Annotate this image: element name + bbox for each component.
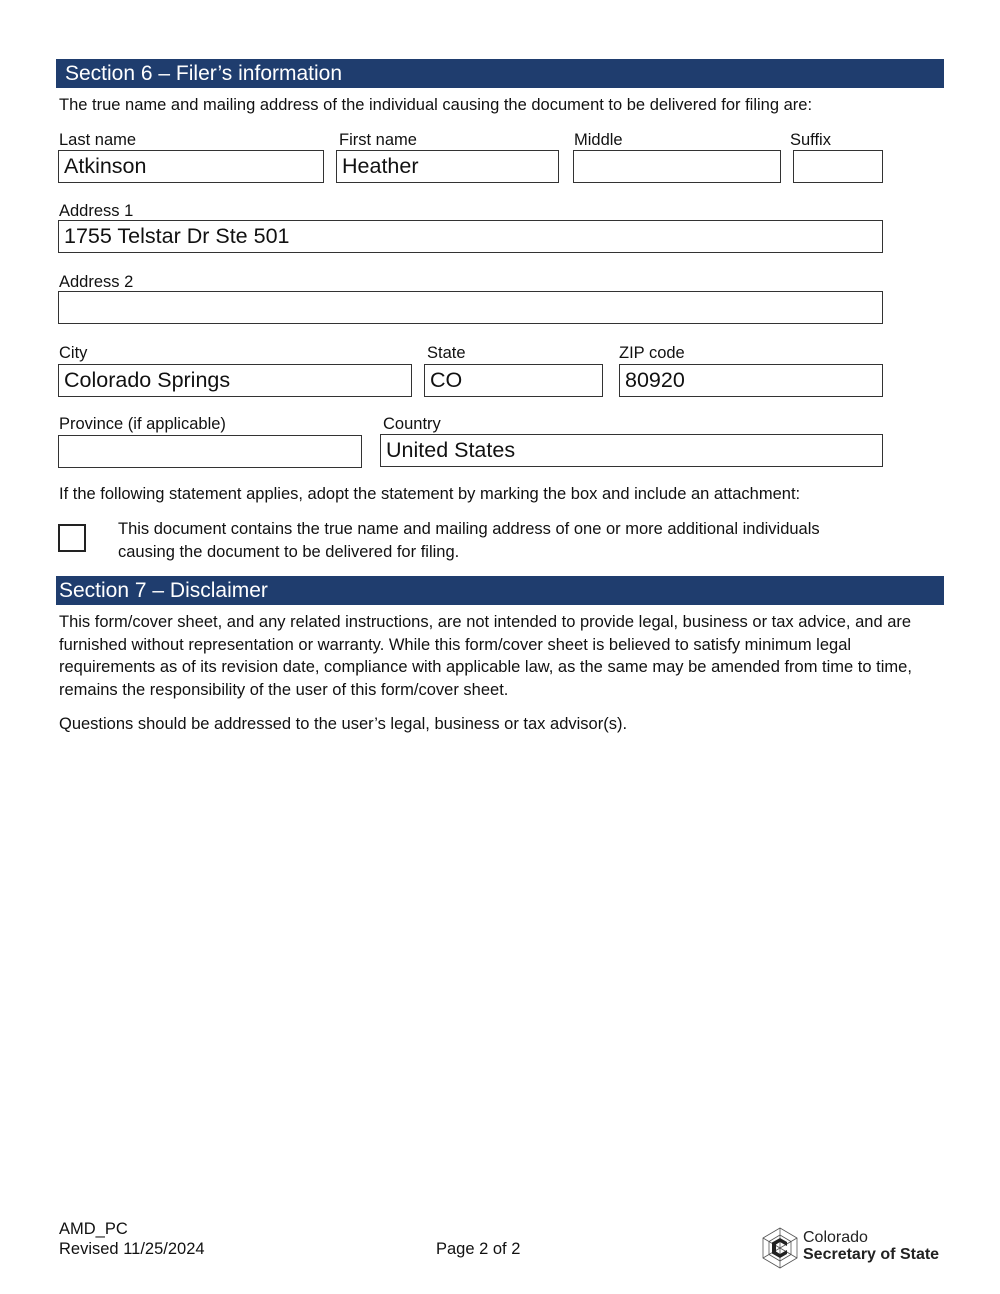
- first-name-field[interactable]: Heather: [336, 150, 559, 183]
- statement-line-1: This document contains the true name and mailing address of one or more additional individuals: [118, 520, 820, 538]
- province-field[interactable]: [58, 435, 362, 468]
- last-name-label: Last name: [59, 131, 137, 149]
- revised-date: Revised 11/25/2024: [59, 1240, 205, 1258]
- page-number: Page 2 of 2: [436, 1240, 521, 1258]
- address1-label: Address 1: [59, 202, 134, 220]
- logo-text-colorado: Colorado: [803, 1229, 868, 1246]
- address2-label: Address 2: [59, 273, 134, 291]
- zip-label: ZIP code: [619, 344, 685, 362]
- country-field[interactable]: United States: [380, 434, 883, 467]
- state-field[interactable]: CO: [424, 364, 603, 397]
- suffix-field[interactable]: [793, 150, 883, 183]
- section-6-header: Section 6 – Filer’s information: [56, 59, 944, 88]
- logo-text-secretary-of-state: Secretary of State: [803, 1246, 940, 1263]
- questions-paragraph: Questions should be addressed to the user’s legal, business or tax advisor(s).: [59, 715, 628, 733]
- address1-field[interactable]: 1755 Telstar Dr Ste 501: [58, 220, 883, 253]
- province-label: Province (if applicable): [59, 415, 226, 433]
- city-label: City: [59, 344, 88, 362]
- country-label: Country: [383, 415, 441, 433]
- section-6-intro: The true name and mailing address of the individual causing the document to be delivered for filing are:: [59, 96, 813, 114]
- statement-line-2: causing the document to be delivered for filing.: [118, 543, 460, 561]
- hexagon-logo-icon: [760, 1227, 800, 1269]
- section-7-header: Section 7 – Disclaimer: [56, 576, 944, 605]
- address2-field[interactable]: [58, 291, 883, 324]
- disclaimer-paragraph: This form/cover sheet, and any related instructions, are not intended to provide legal, business or tax advice, and are furnished without representation or warranty. While this form/cover sheet is believed to satisfy minimum legal requirements as of its revision date, compliance with applicable law, as the same may be amended from time to time, remains the responsibility of the user of this form/cover sheet.: [59, 613, 912, 699]
- form-code: AMD_PC: [59, 1220, 128, 1238]
- last-name-field[interactable]: Atkinson: [58, 150, 324, 183]
- colorado-sos-logo: [760, 1227, 946, 1269]
- zip-field[interactable]: 80920: [619, 364, 883, 397]
- middle-label: Middle: [574, 131, 623, 149]
- city-field[interactable]: Colorado Springs: [58, 364, 412, 397]
- middle-field[interactable]: [573, 150, 781, 183]
- first-name-label: First name: [339, 131, 417, 149]
- suffix-label: Suffix: [790, 131, 831, 149]
- state-label: State: [427, 344, 466, 362]
- additional-individuals-checkbox[interactable]: [58, 524, 86, 552]
- statement-intro: If the following statement applies, adopt the statement by marking the box and include an attachment:: [59, 485, 801, 503]
